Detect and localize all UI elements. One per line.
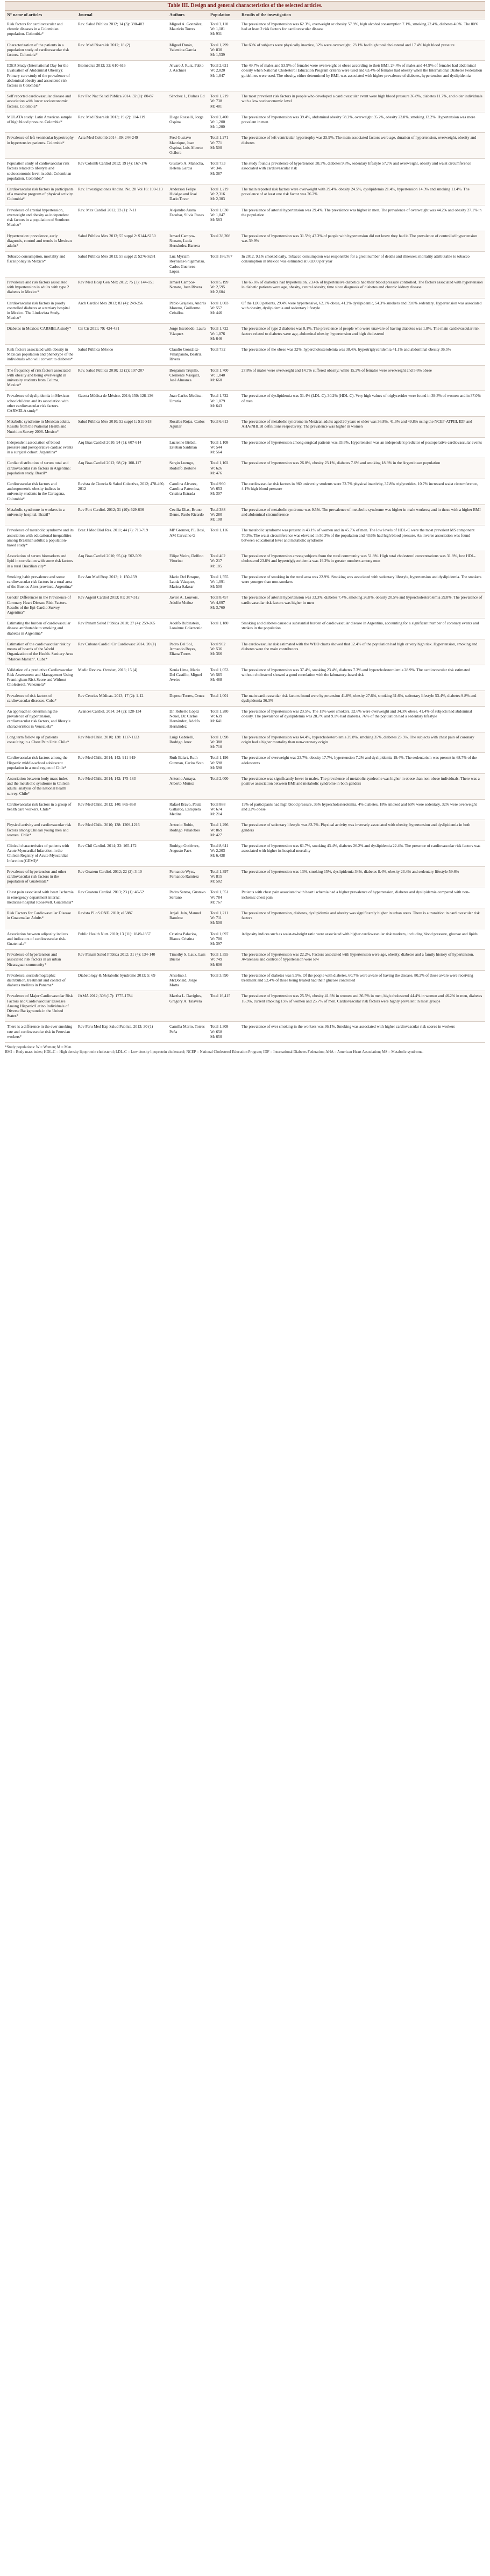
table-row bbox=[5, 799, 485, 820]
cell-journal: Salud Pública Mex 2013; 55 suppl 2: S144-S150 bbox=[76, 231, 167, 252]
cell-population: Total 960 W: 653 M: 307 bbox=[208, 479, 239, 505]
page bbox=[0, 1, 490, 2576]
cell-authors: Juan Carlos Medina-Urrutia bbox=[167, 391, 208, 417]
cell-population: Total 2,000 bbox=[208, 773, 239, 799]
cell-authors: Dopeso Torres, Ornea bbox=[167, 691, 208, 706]
cell-population: Total 902 W: 536 M: 366 bbox=[208, 639, 239, 665]
cell-article-name: Prevalence of hypertension and other cardiovascular risk factors in the population of Guatemala* bbox=[5, 866, 76, 887]
articles-table bbox=[5, 11, 485, 1043]
cell-journal: Rev. Med Risaralda 2013; 19 (2): 114-119 bbox=[76, 112, 167, 133]
cell-article-name: An approach in determining the prevalence of hypertension, cardiovascular risk factors, and lifestyle characteristics in Venezuela* bbox=[5, 706, 76, 732]
cell-authors: Lucienne Bisbal, Esteban Saidman bbox=[167, 437, 208, 458]
cell-authors: Kenia Lima, Mario Del Castillo, Miguel Aveiro bbox=[167, 665, 208, 691]
cell-authors: Anderson Felipe Hidalgo and José Darío Tovar bbox=[167, 184, 208, 205]
cell-results: The prevalence of hypertension was 26.8%, obesity 23.1%, diabetes 7.6% and smoking 18.3% in the Argentinean population bbox=[239, 458, 485, 479]
cell-article-name: Risk factors for cardiovascular and chronic diseases in a Colombian population. Colombia* bbox=[5, 19, 76, 40]
table-row bbox=[5, 525, 485, 551]
cell-journal: Rev. Med Risaralda 2012; 18 (2) bbox=[76, 40, 167, 61]
cell-article-name: Clinical characteristics of patients with Acute Myocardial Infarction in the Chilean Registry of Acute Myocardial Infarction (GEMI)* bbox=[5, 841, 76, 866]
table-row bbox=[5, 841, 485, 866]
cell-journal: Salud Pública Mex 2013; 55 suppl 2: S276-S281 bbox=[76, 252, 167, 277]
header-population: Population bbox=[208, 11, 239, 19]
cell-population: Total 1,098 W: 388 M: 710 bbox=[208, 732, 239, 753]
cell-population: Total 1,053 W: 565 M: 488 bbox=[208, 665, 239, 691]
cell-journal: Revista PLoS ONE. 2010; e15887 bbox=[76, 908, 167, 929]
cell-article-name: Gender Differences in the Prevalence of Coronary Heart Disease Risk Factors. Results of the Epi-Cardio Survey. Argentina* bbox=[5, 593, 76, 618]
cell-authors: Miguel Durán, Valentina García bbox=[167, 40, 208, 61]
cell-article-name: Cardiovascular risk factors among the Hispanic middle-school adolescent population in a rural region of Chile* bbox=[5, 753, 76, 774]
cell-article-name: Physical activity and cardiovascular risk factors among Chilean young men and women. Chile* bbox=[5, 820, 76, 841]
cell-population: Total 5,199 W: 2,595 M: 2,604 bbox=[208, 277, 239, 298]
table-row bbox=[5, 991, 485, 1022]
cell-authors: Ismael Campos-Nonato, Juan Rivera bbox=[167, 277, 208, 298]
table-row bbox=[5, 391, 485, 417]
cell-population: Total 16,415 bbox=[208, 991, 239, 1022]
cell-journal: Rev Med Hosp Gen Méx 2012; 75 (3): 144-151 bbox=[76, 277, 167, 298]
cell-authors: Luigi Gabrielli, Rodrigo Jerez bbox=[167, 732, 208, 753]
cell-authors: Rosalba Rojas, Carlos Aguilar bbox=[167, 417, 208, 438]
cell-authors: Fred Gustavo Manrique, Juan Ospina, Luis Alberto Otálora bbox=[167, 133, 208, 159]
cell-population: Total 1,308 W: 658 M: 650 bbox=[208, 1022, 239, 1043]
cell-population: Total 1,630 W: 1,047 M: 583 bbox=[208, 205, 239, 231]
cell-authors: Dr. Roberto López Nouel, Dr. Carlos Hernández, Adolfo Hernández bbox=[167, 706, 208, 732]
cell-authors: Rafael Bravo, Paula Gallardo, Enriqueta Medina bbox=[167, 799, 208, 820]
table-row bbox=[5, 970, 485, 991]
cell-results: The prevalence of hypertension was 37.4%, smoking 23.4%, diabetes 7.3% and hypercholesterolemia 28.9%. The cardiovascular risk estimated without cholesterol showed a good correlation with the laboratory-based risk bbox=[239, 665, 485, 691]
cell-authors: Antonio Rubio, Rodrigo Villalobos bbox=[167, 820, 208, 841]
cell-journal: JAMA 2012; 308 (17): 1775-1784 bbox=[76, 991, 167, 1022]
table-row bbox=[5, 40, 485, 61]
cell-journal: Rev Cencias Médicas. 2013; 17 (2): 1-12 bbox=[76, 691, 167, 706]
cell-authors: Martha L. Daviglus, Gregory A. Talavera bbox=[167, 991, 208, 1022]
cell-results: The prevalence of sedentary lifestyle was 83.7%. Physical activity was inversely associated with obesity, hypertension and dyslipidemia in both genders bbox=[239, 820, 485, 841]
table-row bbox=[5, 866, 485, 887]
cell-population: Total 1,271 W: 771 M: 500 bbox=[208, 133, 239, 159]
cell-population: Total 888 W: 674 M: 214 bbox=[208, 799, 239, 820]
cell-results: The 60% of subjects were physically inactive, 32% were overweight, 23.1% had high total cholesterol and 17.4% high blood pressure bbox=[239, 40, 485, 61]
cell-authors: Pedro Del Sol, Armando Reyes, Eliana Torres bbox=[167, 639, 208, 665]
cell-article-name: Self reported cardiovascular disease and association with lower socioeconomic factors. Colombia* bbox=[5, 91, 76, 112]
cell-results: 19% of participants had high blood pressure, 36% hypercholesterolemia, 4% diabetes, 18% smoked and 69% were sedentary. 32% were overweight and 22% obese bbox=[239, 799, 485, 820]
cell-results: The 49.7% of males and 53.9% of females were overweight or obese according to their BMI. 24.4% of males and 44.9% of females had abdominal obesity when National Cholesterol Education Program criteria were used and 63.4% of females had obesity when the International Diabetes Federation guidelines were used. The obesity, either determined by BMI, was associated with higher prevalence of diabetes, hypertension and dyslipidemia bbox=[239, 61, 485, 91]
cell-results: Patients with chest pain associated with heart ischemia had a higher prevalence of hypertension, diabetes and dyslipidemia compared with non-ischemic chest pain bbox=[239, 887, 485, 908]
cell-population: Total 1,299 W: 830 M: 1,539 bbox=[208, 40, 239, 61]
cell-population: Total 1,555 W: 1,091 M: 500 bbox=[208, 572, 239, 593]
cell-authors: Cristina Palacios, Bianca Cristina bbox=[167, 929, 208, 950]
cell-authors: Luz Myriam Reynales-Shigematsu, Carlos Guerrero-López bbox=[167, 252, 208, 277]
cell-journal: Rev. Investigaciones Andina. No. 28 Vol 16: 100-113 bbox=[76, 184, 167, 205]
cell-population: Total 38,208 bbox=[208, 231, 239, 252]
table-row bbox=[5, 665, 485, 691]
cell-results: The prevalence of hypertension was 64.4%, hypercholesterolemia 39.8%, smoking 35%, diabetes 23.5%. The subjects with chest pain of coronary origin had a higher mortality than non-coronary origin bbox=[239, 732, 485, 753]
cell-article-name: Association between body mass index and the metabolic syndrome in Chilean adults: analysis of the national health survey. Chile* bbox=[5, 773, 76, 799]
table-row bbox=[5, 365, 485, 391]
cell-journal: Rev Cubana Cardiol Cir Cardiovasc 2014; 20 (1) bbox=[76, 639, 167, 665]
table-row bbox=[5, 252, 485, 277]
cell-population: Total 8,457 W: 4,697 M: 3,760 bbox=[208, 593, 239, 618]
cell-journal: Rev Chil Cardiol. 2014; 33: 165-172 bbox=[76, 841, 167, 866]
cell-journal: Medic Review. October, 2013; 15 (4) bbox=[76, 665, 167, 691]
table-row bbox=[5, 344, 485, 365]
cell-population: Total 1,116 bbox=[208, 525, 239, 551]
cell-results: The prevalence of metabolic syndrome in Mexican adults aged 20 years or older was 36.8%, 41.6% and 49.8% using the NCEP-ATPIII, IDF and AHA/NHLBI definitions respectively. The prevalence was higher in women bbox=[239, 417, 485, 438]
cell-journal: Rev. Salud Pública 2012; 14 (3): 390-403 bbox=[76, 19, 167, 40]
table-row bbox=[5, 908, 485, 929]
cell-results: The prevalence was significantly lower in males. The prevalence of metabolic syndrome was higher in obese than non-obese individuals. There was a positive association between BMI and metabolic syndrome in both genders bbox=[239, 773, 485, 799]
cell-article-name: Cardiovascular risk factors in a group of health care workers. Chile* bbox=[5, 799, 76, 820]
cell-results: The prevalence of hypertension among surgical patients was 33.6%. Hypertension was an independent predictor of postoperative cardiovascular events bbox=[239, 437, 485, 458]
cell-results: The prevalence of type 2 diabetes was 8.1%. The prevalence of people who were unaware of having diabetes was 1.8%. The main cardiovascular risk factors related to diabetes were age, abdominal obesity, hypertension and high cholesterol bbox=[239, 324, 485, 345]
table-row bbox=[5, 479, 485, 505]
header-authors: Authors bbox=[167, 11, 208, 19]
cell-article-name: Cardiovascular risk factors in poorly controlled diabetes at a tertiary hospital in Mexico. The Lindavista Study. Mexico* bbox=[5, 298, 76, 324]
cell-article-name: Smoking habit prevalence and some cardiovascular risk factors in a rural area of the Buenos Aires province, Argentina* bbox=[5, 572, 76, 593]
cell-authors: Ismael Campos-Nonato, Lucía Hernández-Barrera bbox=[167, 231, 208, 252]
cell-article-name: Validation of a predictive Cardiovascular Risk Assessment and Management Using Framingham Risk Score and Without Cholesterol. Venezuela* bbox=[5, 665, 76, 691]
cell-population: Total 8,641 W: 2,203 M: 6,438 bbox=[208, 841, 239, 866]
cell-results: The prevalence of hypertension was 22.2%. Factors associated with hypertension were age, obesity, diabetes and a family history of hypertension. Awareness and control of hypertension were low bbox=[239, 950, 485, 971]
cell-results: The cardiovascular risk factors in 960 university students were 72.7% physical inactivity, 37.8% triglycerides, 10.7% increased waist circumference, 4.1% high blood pressure bbox=[239, 479, 485, 505]
cell-population: Total 733 W: 346 M: 387 bbox=[208, 159, 239, 184]
table-row bbox=[5, 277, 485, 298]
cell-results: The prevalence of the obese was 32%, hypercholesterolemia was 38.4%, hypertriglyceridemia 41.1% and abdominal obesity 36.5% bbox=[239, 344, 485, 365]
cell-results: 27.8% of males were overweight and 14.7% suffered obesity; while 15.2% of females were overweight and 5.6% obese bbox=[239, 365, 485, 391]
cell-article-name: Chest pain associated with heart Ischemia in emergency department internal medicine hospital Roosevelt. Guatemala* bbox=[5, 887, 76, 908]
cell-population: Total 402 W: 217 M: 185 bbox=[208, 551, 239, 572]
table-row bbox=[5, 1022, 485, 1043]
cell-article-name: Independent association of blood pressure and postoperative cardiac events in a surgical cohort. Argentina* bbox=[5, 437, 76, 458]
cell-journal: Rev Med Chile. 2012; 140: 865-868 bbox=[76, 799, 167, 820]
cell-journal: Rev Guatem Cardiol. 2012; 22 (2): 3-10 bbox=[76, 866, 167, 887]
table-row bbox=[5, 706, 485, 732]
cell-results: The prevalence of overweight was 23.7%, obesity 17.7%, hypertension 7.2% and dyslipidemia 19.4%. The sedentarism was present in 68.7% of the adolescents bbox=[239, 753, 485, 774]
table-body bbox=[5, 19, 485, 1043]
cell-journal: Cir Cir 2011; 79: 424-431 bbox=[76, 324, 167, 345]
cell-authors: Rodrigo Gutiérrez, Augusto Paez bbox=[167, 841, 208, 866]
cell-population: Total 2,400 W: 1,200 M: 1,200 bbox=[208, 112, 239, 133]
cell-authors: Alejandro Arana Escobar, Silvia Rosas bbox=[167, 205, 208, 231]
cell-population: Total 1,180 bbox=[208, 618, 239, 639]
cell-article-name: Prevalence of risk factors of cardiovascular diseases. Cuba* bbox=[5, 691, 76, 706]
cell-article-name: Cardiovascular risk factors in participants of a massive program of physical activity. Colombia* bbox=[5, 184, 76, 205]
cell-journal: Rev Med Chile. 2010; 138: 1117-1123 bbox=[76, 732, 167, 753]
cell-population: Total 1,102 W: 626 M: 476 bbox=[208, 458, 239, 479]
cell-results: The prevalence of diabetes was 9.5%. Of the people with diabetes, 60.7% were aware of having the disease, 80.2% of those aware were receiving treatment and 52.4% of those being treated had their glucose controlled bbox=[239, 970, 485, 991]
table-row bbox=[5, 691, 485, 706]
cell-journal: Rev Argent Cardiol 2013; 81: 307-312 bbox=[76, 593, 167, 618]
cell-authors: Anselmo J. McDonald, Jorge Motta bbox=[167, 970, 208, 991]
cell-population: Total 1,397 W: 815 M: 582 bbox=[208, 866, 239, 887]
cell-results: The prevalence of hypertension was 31.5%; 47.3% of people with hypertension did not know they had it. The prevalence of controlled hypertension was 39.9% bbox=[239, 231, 485, 252]
cell-journal: Public Health Nutr. 2010; 13 (11): 1849-1857 bbox=[76, 929, 167, 950]
cell-results: The main cardiovascular risk factors found were hypertension 41.8%, obesity 27.6%, smoking 31.6%, sedentary lifestyle 53.4%, diabetes 9.8% and dyslipidemia 36.3% bbox=[239, 691, 485, 706]
cell-population: Total 1,551 W: 784 M: 767 bbox=[208, 887, 239, 908]
footnote-population: *Study populations: W = Women; M = Men. bbox=[5, 1045, 73, 1050]
cell-journal: Rev Med Chile. 2014; 142: 175-183 bbox=[76, 773, 167, 799]
cell-journal: Rev Fac Nac Salud Pública 2014; 32 (1): 80-87 bbox=[76, 91, 167, 112]
table-row bbox=[5, 929, 485, 950]
cell-results: Of the 1,003 patients, 29.4% were hypertensive, 62.1% obese, 41.2% dyslipidemic, 54.3% smokers and 59.8% sedentary. Hypertension was associated with obesity, dyslipidemia and sedentary lifestyle bbox=[239, 298, 485, 324]
cell-journal: Arq Bras Cardiol 2010; 95 (4): 502-509 bbox=[76, 551, 167, 572]
cell-results: The metabolic syndrome was present in 43.1% of women and in 45.7% of men. The low levels of HDL-C were the most prevalent MS component 70.3%. The waist circumference was elevated in 50.3% of the population and 43.6% had high blood pressure. An inverse association was found between educational level and metabolic syndrome bbox=[239, 525, 485, 551]
cell-journal: Rev Panam Salud Pública 2010; 27 (4): 259-265 bbox=[76, 618, 167, 639]
cell-journal: Rev. Salud Pública 2010; 12 (2): 197-207 bbox=[76, 365, 167, 391]
cell-article-name: Metabolic syndrome in workers in a university hospital. Brazil* bbox=[5, 504, 76, 525]
table-row bbox=[5, 593, 485, 618]
cell-results: The prevalence of hypertension was 62.3%, overweight or obesity 57.9%, high alcohol consumption 7.1%, smoking 22.4%, diabetes 4.0%. The 80% had at least 2 risk factors for cardiovascular disease bbox=[239, 19, 485, 40]
cell-population: Total 1,108 W: 544 M: 564 bbox=[208, 437, 239, 458]
table-row bbox=[5, 205, 485, 231]
cell-journal: Rev Med Chile. 2014; 142: 911-919 bbox=[76, 753, 167, 774]
cell-journal: Arq Bras Cardiol 2010; 94 (1): 607-614 bbox=[76, 437, 167, 458]
table-row bbox=[5, 417, 485, 438]
cell-population: Total 6,613 bbox=[208, 417, 239, 438]
cell-authors: Claudio González-Villalpando, Beatriz Rivera bbox=[167, 344, 208, 365]
cell-population: Total 3,590 bbox=[208, 970, 239, 991]
table-row bbox=[5, 112, 485, 133]
cell-population: Total 1,722 W: 1,076 M: 646 bbox=[208, 324, 239, 345]
cell-article-name: Estimating the burden of cardiovascular disease attributable to smoking and diabetes in Argentina* bbox=[5, 618, 76, 639]
cell-population: Total 2,621 W: 2,820 M: 1,847 bbox=[208, 61, 239, 91]
cell-authors: Jorge Escobedo, Laura Vázquez bbox=[167, 324, 208, 345]
cell-authors: Miguel A. González, Mauricio Torres bbox=[167, 19, 208, 40]
cell-article-name: Cardiac distribution of serum total and cardiovascular risk factors in Argentina: population study. Brazil* bbox=[5, 458, 76, 479]
cell-article-name: Risk factors associated with obesity in Mexican population and phenotype of the individuals who will convert to diabetes* bbox=[5, 344, 76, 365]
cell-population: Total 1,211 W: 711 M: 500 bbox=[208, 908, 239, 929]
cell-results: The prevalence of dyslipidemia was 31.4% (LDL-C), 30.2% (HDL-C). Very high values of triglycerides were found in 39.3% of women and in 37.0% of men bbox=[239, 391, 485, 417]
cell-population: Total 1,219 W: 738 M: 481 bbox=[208, 91, 239, 112]
cell-results: Smoking and diabetes caused a substantial burden of cardiovascular disease in Argentina, accounting for a significant number of coronary events and strokes in the population bbox=[239, 618, 485, 639]
cell-journal: Salud Pública México bbox=[76, 344, 167, 365]
cell-results: The main reported risk factors were overweight with 39.4%, obesity 24.5%, dyslipidemia 21.4%, hypertension 14.3% and smoking 11.4%. The prevalence of at least one risk factor was 76.2% bbox=[239, 184, 485, 205]
cell-journal: Rev. Mex Cardiol 2012; 23 (1): 7-11 bbox=[76, 205, 167, 231]
cell-article-name: Prevalence of metabolic syndrome and its association with educational inequalities among Brazilian adults: a population-based study* bbox=[5, 525, 76, 551]
cell-results: The prevalence of metabolic syndrome was 9.5%. The prevalence of metabolic syndrome was higher in male workers; and in those with a higher BMI and abdominal circumference bbox=[239, 504, 485, 525]
cell-journal: Diabetology & Metabolic Syndrome 2013; 5: 69 bbox=[76, 970, 167, 991]
cell-authors: Adolfo Rubinstein, Lorainne Colantonio bbox=[167, 618, 208, 639]
cell-article-name: IDEA Study (International Day for the Evaluation of Abdominal Obesity): Primary care study of the prevalence of abdominal obesity and associated risk factors in Colombia* bbox=[5, 61, 76, 91]
cell-results: The prevalence of hypertension was 61.7%, smoking 43.4%, diabetes 26.2% and dyslipidemia 22.4%. The presence of cardiovascular risk factors was associated with higher in-hospital mortality bbox=[239, 841, 485, 866]
cell-population: Total 1,196 W: 598 M: 598 bbox=[208, 753, 239, 774]
cell-article-name: Prevalence of Major Cardiovascular Risk Factors and Cardiovascular Diseases Among Hispanic/Latino Individuals of Diverse Backgrounds in the United States* bbox=[5, 991, 76, 1022]
table-row bbox=[5, 91, 485, 112]
cell-article-name: Diabetes in Mexico: CARMELA study* bbox=[5, 324, 76, 345]
cell-authors: Anjali Jain, Manuel Ramírez bbox=[167, 908, 208, 929]
cell-journal: Avances Cardiol. 2014; 34 (2): 128-134 bbox=[76, 706, 167, 732]
table-row bbox=[5, 732, 485, 753]
cell-journal: Rev Guatem Cardiol. 2013; 23 (1): 46-52 bbox=[76, 887, 167, 908]
cell-authors: Timothy S. Laux, Luis Bustos bbox=[167, 950, 208, 971]
cell-authors: Diego Rosselli, Jorge Ospina bbox=[167, 112, 208, 133]
cell-article-name: Prevalence of arterial hypertension, overweight and obesity as independent risk factors in a population of Southern Mexico* bbox=[5, 205, 76, 231]
cell-authors: Camilla Mario, Torres Peña bbox=[167, 1022, 208, 1043]
cell-article-name: Prevalence of dyslipidemia in Mexican schoolchildren and its association with other cardiovascular risk factors. CARMELA study* bbox=[5, 391, 76, 417]
cell-article-name: Hypertension: prevalence, early diagnosis, control and trends in Mexican adults* bbox=[5, 231, 76, 252]
cell-authors: Sergio Luengo, Rodolfo Bertone bbox=[167, 458, 208, 479]
table-row bbox=[5, 551, 485, 572]
cell-authors: Pedro Santos, Gustavo Serrano bbox=[167, 887, 208, 908]
header-articles: N° name of articles bbox=[5, 11, 76, 19]
cell-authors: MP Gronner, PL Bosi, AM Carvalho G bbox=[167, 525, 208, 551]
cell-journal: Rev Panam Salud Pública 2012; 31 (4): 134-140 bbox=[76, 950, 167, 971]
cell-population: Total 1,700 W: 1,040 M: 660 bbox=[208, 365, 239, 391]
cell-article-name: Estimation of the cardiovascular risk by means of boards of the World Organization of the Health. Sanitary Area "Marcos Marsán". Cuba* bbox=[5, 639, 76, 665]
cell-authors: Carolina Alvarez, Carolina Paternina, Cristina Estrada bbox=[167, 479, 208, 505]
cell-population: Total 1,355 W: 749 M: 606 bbox=[208, 950, 239, 971]
cell-authors: Javier A. Louvois, Adolfo Muñoz bbox=[167, 593, 208, 618]
cell-results: The prevalence of hypertension was 39.4%, abdominal obesity 58.2%, overweight 35.2%, obesity 23.8%, smoking 13.2%. Hypertension was more prevalent in men bbox=[239, 112, 485, 133]
cell-journal: Rev Port Cardiol. 2012; 31 (10): 629-636 bbox=[76, 504, 167, 525]
table-row bbox=[5, 639, 485, 665]
table-row bbox=[5, 324, 485, 345]
table-row bbox=[5, 618, 485, 639]
cell-results: The prevalence of left ventricular hypertrophy was 25.9%. The main associated factors were age, duration of hypertension, overweight, obesity and diabetes bbox=[239, 133, 485, 159]
cell-results: The 65.6% of diabetics had hypertension. 23.4% of hypertensive diabetics had their blood pressure controlled. The factors associated with hypertension in diabetic patients were age, obesity, central obesity, time since diagnosis of diabetes and chronic kidney disease bbox=[239, 277, 485, 298]
cell-authors: Mario Del Bosque, Lauda Vázquez, Marina Salazar bbox=[167, 572, 208, 593]
cell-population: Total 1,296 W: 869 M: 427 bbox=[208, 820, 239, 841]
cell-population: Total 1,097 W: 700 M: 397 bbox=[208, 929, 239, 950]
cell-journal: Gaceta Médica de México. 2014; 150: 128-136 bbox=[76, 391, 167, 417]
cell-authors: Antonio Amaya, Alberto Muñoz bbox=[167, 773, 208, 799]
table-row bbox=[5, 61, 485, 91]
header-results: Results of the investigation bbox=[239, 11, 485, 19]
cell-authors: Filipe Vieira, Delfino Vitorino bbox=[167, 551, 208, 572]
cell-article-name: Prevalence and risk factors associated with hypertension in adults with type 2 diabetes in Mexico* bbox=[5, 277, 76, 298]
cell-article-name: Population study of cardiovascular risk factors related to lifestyle and socioeconomic level in adult Colombian population. Colombia* bbox=[5, 159, 76, 184]
table-row bbox=[5, 19, 485, 40]
cell-authors: Gustavo A. Mahecha, Helena García bbox=[167, 159, 208, 184]
cell-journal: Arch Cardiol Mex 2013; 83 (4): 249-256 bbox=[76, 298, 167, 324]
cell-authors: Pablo Grajales, Andrés Moreno, Guillermo Ceballos bbox=[167, 298, 208, 324]
cell-results: The most prevalent risk factors in people who developed a cardiovascular event were high blood pressure 36.8%, diabetes 11.7%, and older individuals with a low socioeconomic level bbox=[239, 91, 485, 112]
cell-journal: Biomédica 2012; 32: 610-616 bbox=[76, 61, 167, 91]
cell-population: Total 1,219 W: 2,316 M: 2,303 bbox=[208, 184, 239, 205]
cell-results: The prevalence of smoking in the rural area was 22.9%. Smoking was associated with sedentary lifestyle, hypertension and dyslipidemia. The smokers were younger than non-smokers bbox=[239, 572, 485, 593]
cell-authors: Alvaro J. Ruiz, Pablo J. Aschner bbox=[167, 61, 208, 91]
cell-results: The prevalence of hypertension was 25.5%, obesity 41.6% in women and 36.5% in men, high cholesterol 44.4% in women and 46.2% in men, diabetes 16.3%, current smoking 15% of women and 25.7% of men. Cardiovascular risk factors were highly prevalent in most groups bbox=[239, 991, 485, 1022]
cell-journal: Rev Am Med Resp 2013; 1: 150-159 bbox=[76, 572, 167, 593]
cell-article-name: Tobacco consumption, mortality and fiscal policy in Mexico* bbox=[5, 252, 76, 277]
cell-authors: Sánchez L, Bulnes Ed bbox=[167, 91, 208, 112]
cell-article-name: The frequency of risk factors associated with obesity and being overweight in university students from Colima, Mexico* bbox=[5, 365, 76, 391]
cell-results: The cardiovascular risk estimated with the WHO charts showed that 12.4% of the population had high or very high risk. Hypertension, smoking and diabetes were the main contributors bbox=[239, 639, 485, 665]
table-title: Table III. Design and general characteristics of the selected articles. bbox=[5, 1, 485, 11]
table-row bbox=[5, 133, 485, 159]
cell-results: The prevalence of arterial hypertension was 29.4%; The prevalence was higher in men. The prevalence of overweight was 44.2% and obesity 27.1% in the population bbox=[239, 205, 485, 231]
cell-article-name: Risk Factors for Cardiovascular Disease in Guatemalan Adults* bbox=[5, 908, 76, 929]
cell-article-name: Association between adiposity indices and indicators of cardiovascular risk. Guatemala* bbox=[5, 929, 76, 950]
header-journal: Journal bbox=[76, 11, 167, 19]
table-row bbox=[5, 820, 485, 841]
cell-results: Adiposity indices such as waist-to-height ratio were associated with higher cardiovascular risk markers, including blood pressure, glucose and lipids bbox=[239, 929, 485, 950]
cell-journal: Rev Med Chile. 2010; 138: 1209-1216 bbox=[76, 820, 167, 841]
cell-journal: Revista de Ciencia & Salud Colectiva, 2012; 478-490, 2012 bbox=[76, 479, 167, 505]
cell-population: Total 1,280 W: 639 M: 641 bbox=[208, 706, 239, 732]
cell-article-name: Prevalence, sociodemographic distribution, treatment and control of diabetes mellitus in Panama* bbox=[5, 970, 76, 991]
cell-results: The prevalence of hypertension among subjects from the rural community was 51.8%. High total cholesterol concentrations was 31.8%, low HDL-cholesterol 23.8% and hypertriglyceridemia was 19.2% in greater numbers among men bbox=[239, 551, 485, 572]
cell-article-name: Association of serum biomarkers and lipid in correlation with some risk factors in a rural Brazilian city* bbox=[5, 551, 76, 572]
table-row bbox=[5, 504, 485, 525]
cell-authors: Cecilia Elias, Bruno Demo, Paulo Ricardo bbox=[167, 504, 208, 525]
cell-journal: Arq Bras Cardiol 2012; 98 (2): 108-117 bbox=[76, 458, 167, 479]
cell-results: The prevalence of hypertension, diabetes, dyslipidemia and obesity was significantly higher in urban areas. There is a transition in cardiovascular risk factors bbox=[239, 908, 485, 929]
table-row bbox=[5, 887, 485, 908]
cell-article-name: MULATA study: Latin American sample of high blood pressure. Colombia* bbox=[5, 112, 76, 133]
cell-journal: Salud Pública Mex 2010; 52 suppl 1: S11-S18 bbox=[76, 417, 167, 438]
cell-article-name: Prevalence of hypertension and associated risk factors in an urban Nicaraguan community* bbox=[5, 950, 76, 971]
cell-results: The prevalence of arterial hypertension was 33.3%, diabetes 7.4%, smoking 26.8%, obesity 20.5% and hypercholesterolemia 29.8%. The prevalence of cardiovascular risk factors was higher in men bbox=[239, 593, 485, 618]
table-header-row bbox=[5, 11, 485, 19]
cell-article-name: There is a difference in the ever smoking rate and cardiovascular risk in Peruvian workers* bbox=[5, 1022, 76, 1043]
cell-article-name: Metabolic syndrome in Mexican adults. Results from the National Health and Nutrition Survey 2006. Mexico* bbox=[5, 417, 76, 438]
table-row bbox=[5, 298, 485, 324]
cell-journal: Acta Med Colomb 2014; 39: 244-249 bbox=[76, 133, 167, 159]
cell-population: Total 388 W: 280 M: 108 bbox=[208, 504, 239, 525]
table-row bbox=[5, 231, 485, 252]
cell-population: Total 1,003 W: 557 M: 446 bbox=[208, 298, 239, 324]
cell-authors: Ruth Balart, Ruth Guzman, Carlos Soto bbox=[167, 753, 208, 774]
cell-population: Total 186,767 bbox=[208, 252, 239, 277]
cell-results: In 2012, 9.1% smoked daily. Tobacco consumption was responsible for a great number of deaths and illnesses; mortality attributable to tobacco consumption in Mexico was estimated at 60,000 per year bbox=[239, 252, 485, 277]
cell-results: The study found a prevalence of hypertension 38.3%, diabetes 9.8%, sedentary lifestyle 57.7% and overweight, obesity and waist circumference associated with cardiovascular risk bbox=[239, 159, 485, 184]
cell-authors: Fernando Wyss, Fernando Ramírez bbox=[167, 866, 208, 887]
cell-population: Total 1,001 bbox=[208, 691, 239, 706]
footnote-abbreviations: BMI = Body mass index; HDL-C = High density lipoprotein cholesterol; LDL-C = Low density lipoprotein cholesterol; NCEP = National Cholesterol Education Program; IDF = International Diabetes Federation; AHA = American Heart Association; MS = Metabolic syndrome. bbox=[5, 1050, 423, 1055]
cell-results: The prevalence of hypertension was 23.5%. The 11% were smokers, 32.6% were overweight and 34.3% obese. 41.4% of subjects had abdominal obesity. The prevalence of dyslipidemia was 28.7% and 9.1% had diabetes. 76% of the population had a sedentary lifestyle bbox=[239, 706, 485, 732]
table-row bbox=[5, 572, 485, 593]
table-row bbox=[5, 773, 485, 799]
cell-article-name: Long term follow up of patients consulting in a Chest Pain Unit. Chile* bbox=[5, 732, 76, 753]
cell-authors: Benjamín Trujillo, Clemente Vásquez, José Almanza bbox=[167, 365, 208, 391]
table-row bbox=[5, 184, 485, 205]
cell-article-name: Cardiovascular risk factors and anthropometric obesity indices in university students in the Cartagena, Colombia* bbox=[5, 479, 76, 505]
table-row bbox=[5, 753, 485, 774]
cell-journal: Rev Colomb Cardiol 2012; 19 (4): 167-176 bbox=[76, 159, 167, 184]
table-row bbox=[5, 437, 485, 458]
cell-results: The prevalence of ever smoking in the workers was 36.1%. Smoking was associated with higher cardiovascular risk scores in workers bbox=[239, 1022, 485, 1043]
table-row bbox=[5, 950, 485, 971]
cell-article-name: Characterization of the patients in a population study of cardiovascular risk factors. Colombia* bbox=[5, 40, 76, 61]
cell-journal: Braz J Med Biol Res. 2011; 44 (7): 713-719 bbox=[76, 525, 167, 551]
cell-article-name: Prevalence of left ventricular hypertrophy in hypertensive patients. Colombia* bbox=[5, 133, 76, 159]
table-row bbox=[5, 458, 485, 479]
cell-results: The prevalence of hypertension was 13%, smoking 15%, dyslipidemia 34%, diabetes 8.4%, obesity 23.4% and sedentary lifestyle 59.6% bbox=[239, 866, 485, 887]
cell-population: Total 732 bbox=[208, 344, 239, 365]
cell-journal: Rev Peru Med Exp Salud Publica. 2013; 30 (1) bbox=[76, 1022, 167, 1043]
footnote bbox=[5, 1045, 485, 1055]
table-row bbox=[5, 159, 485, 184]
cell-population: Total 1,722 W: 1,079 M: 643 bbox=[208, 391, 239, 417]
cell-population: Total 2,110 W: 1,181 M: 931 bbox=[208, 19, 239, 40]
